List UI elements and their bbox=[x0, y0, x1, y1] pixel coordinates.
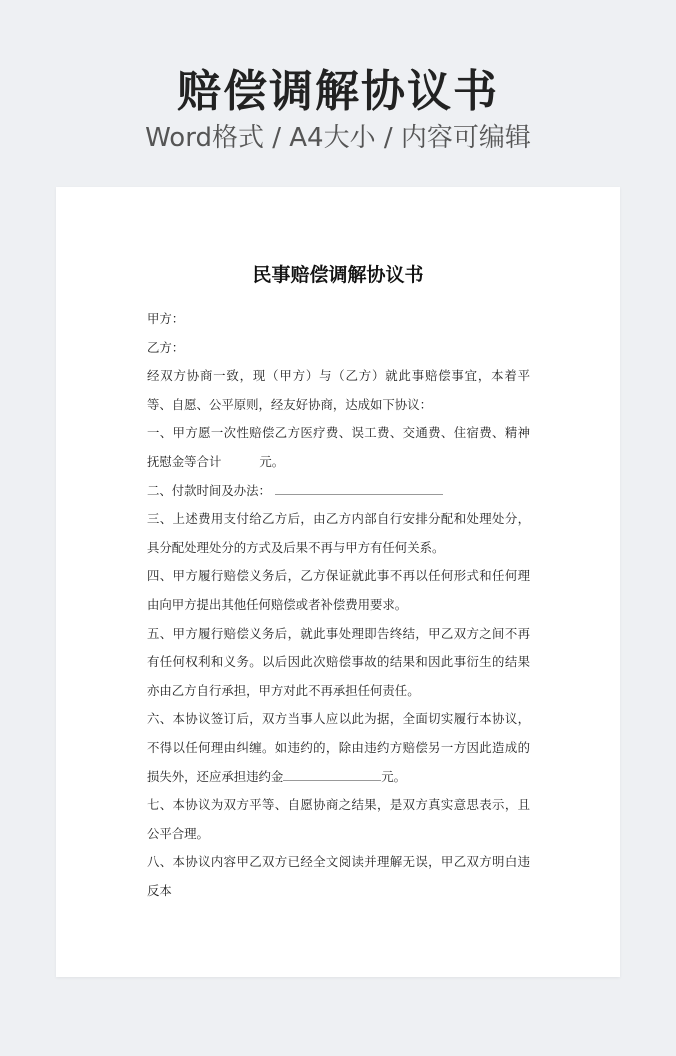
clause-2 bbox=[147, 477, 530, 506]
party-a-line: 甲方： bbox=[147, 311, 185, 326]
party-b-line: 乙方： bbox=[147, 339, 185, 355]
clause-7: 七、本协议为双方平等、自愿协商之结果，是双方真实意思表示，且公平合理。 bbox=[147, 797, 530, 841]
clause-1 bbox=[147, 419, 530, 476]
clause-1-unit: 元。 bbox=[259, 453, 285, 469]
document-body bbox=[147, 305, 530, 905]
penalty-amount-blank bbox=[283, 767, 381, 781]
clause-8: 八、本协议内容甲乙双方已经全文阅读并理解无误，甲乙双方明白违反本 bbox=[147, 854, 530, 898]
intro-paragraph: 经双方协商一致，现（甲方）与（乙方）就此事赔偿事宜，本着平等、自愿、公平原则，经友好协商，达成如下协议： bbox=[147, 368, 530, 412]
clause-2-text: 二、付款时间及办法： bbox=[147, 482, 271, 498]
banner-subtitle: Word格式 / A4大小 / 内容可编辑 bbox=[145, 123, 531, 153]
clause-6-text: 六、本协议签订后，双方当事人应以此为据，全面切实履行本协议，不得以任何理由纠缠。如违约的，除由违约方赔偿另一方因此造成的损失外，还应承担违约金 bbox=[147, 711, 530, 784]
document-title: 民事赔偿调解协议书 bbox=[252, 264, 424, 286]
clause-6 bbox=[147, 705, 530, 791]
clause-3: 三、上述费用支付给乙方后，由乙方内部自行安排分配和处理处分，具分配处理处分的方式及后果不再与甲方有任何关系。 bbox=[147, 511, 530, 555]
clause-5: 五、甲方履行赔偿义务后，就此事处理即告终结，甲乙双方之间不再有任何权利和义务。以后因此次赔偿事故的结果和因此事衍生的结果亦由乙方自行承担，甲方对此不再承担任何责任。 bbox=[147, 625, 530, 698]
clause-1-text: 一、甲方愿一次性赔偿乙方医疗费、误工费、交通费、住宿费、精神抚慰金等合计 bbox=[147, 425, 530, 469]
banner-title: 赔偿调解协议书 bbox=[177, 66, 499, 117]
payment-method-blank bbox=[275, 481, 443, 495]
clause-6-unit: 元。 bbox=[381, 768, 407, 784]
document-page bbox=[56, 187, 620, 977]
clause-4: 四、甲方履行赔偿义务后，乙方保证就此事不再以任何形式和任何理由向甲方提出其他任何赔偿或者补偿费用要求。 bbox=[147, 568, 530, 612]
